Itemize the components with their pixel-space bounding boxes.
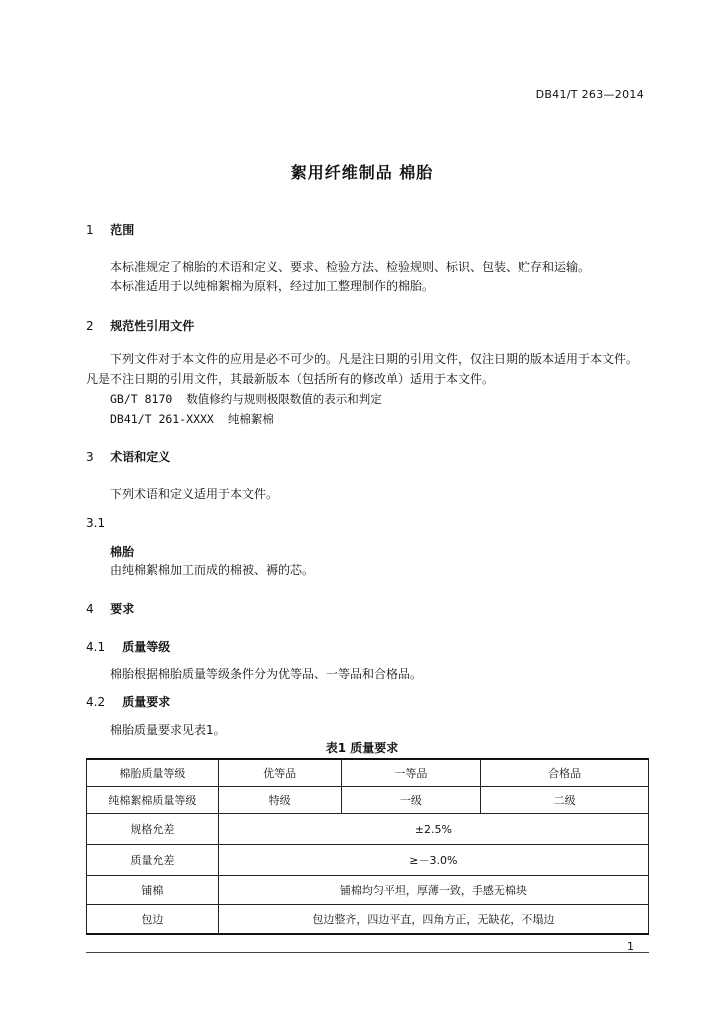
- table-row: [87, 814, 649, 845]
- page-number: 1: [627, 940, 634, 953]
- table-row: [87, 845, 649, 876]
- clause-4-2-heading: [86, 693, 170, 710]
- clause-number: 4.1: [86, 640, 106, 654]
- section-2-heading: [86, 317, 194, 334]
- reference-title: 数值修约与规则极限数值的表示和判定: [186, 392, 382, 406]
- document-code: DB41/T 263—2014: [535, 88, 644, 101]
- reference-code: GB/T 8170: [110, 392, 173, 406]
- term-definition: 由纯棉絮棉加工而成的棉被、褥的芯。: [110, 563, 315, 577]
- reference-code: DB41/T 261-XXXX: [110, 412, 214, 426]
- reference-item-1: [110, 391, 382, 407]
- table-row: [87, 905, 649, 935]
- quality-grade-paragraph: 棉胎根据棉胎质量等级条件分为优等品、一等品和合格品。: [110, 667, 423, 681]
- table-cell: 优等品: [218, 759, 341, 787]
- section-1-heading: [86, 221, 134, 238]
- section-4-heading: [86, 600, 134, 617]
- table-cell: 包边整齐，四边平直，四角方正，无缺花，不塌边: [218, 905, 648, 935]
- table-cell: 质量允差: [87, 845, 219, 876]
- term-name: 棉胎: [110, 545, 135, 559]
- clause-4-1-heading: [86, 638, 170, 655]
- table-cell: 一级: [341, 787, 481, 814]
- terms-paragraph: 下列术语和定义适用于本文件。: [110, 487, 279, 501]
- reference-item-2: [110, 411, 274, 427]
- scope-paragraph-2: 本标准适用于以纯棉絮棉为原料，经过加工整理制作的棉胎。: [110, 279, 435, 293]
- quality-requirements-table: [86, 758, 649, 935]
- section-number: 1: [86, 223, 94, 237]
- table-cell: ±2.5%: [218, 814, 648, 845]
- quality-requirement-paragraph: 棉胎质量要求见表1。: [110, 723, 226, 737]
- table-caption: 表1 质量要求: [325, 741, 399, 755]
- clause-number: 4.2: [86, 695, 106, 709]
- reference-title: 纯棉絮棉: [227, 412, 274, 426]
- section-number: 3: [86, 450, 94, 464]
- table-cell: 铺棉均匀平坦，厚薄一致，手感无棉块: [218, 876, 648, 905]
- section-title: 规范性引用文件: [110, 319, 195, 333]
- scope-paragraph-1: 本标准规定了棉胎的术语和定义、要求、检验方法、检验规则、标识、包装、贮存和运输。: [110, 260, 591, 274]
- table-header-row: [87, 759, 649, 787]
- normative-references-paragraph: 下列文件对于本文件的应用是必不可少的。凡是注日期的引用文件，仅注日期的版本适用于本文件。凡是不注日期的引用文件，其最新版本（包括所有的修改单）适用于本文件。: [86, 352, 639, 386]
- table-cell: 规格允差: [87, 814, 219, 845]
- table-row: [87, 787, 649, 814]
- table-cell: 铺棉: [87, 876, 219, 905]
- table-cell: 纯棉絮棉质量等级: [87, 787, 219, 814]
- table-cell: 二级: [481, 787, 649, 814]
- section-number: 4: [86, 602, 94, 616]
- clause-title: 质量要求: [122, 695, 171, 709]
- table-cell: 包边: [87, 905, 219, 935]
- section-title: 术语和定义: [110, 450, 171, 464]
- table-cell: 特级: [218, 787, 341, 814]
- section-number: 2: [86, 319, 94, 333]
- clause-title: 质量等级: [122, 640, 171, 654]
- document-title: 絮用纤维制品 棉胎: [290, 163, 434, 182]
- clause-3-1-number: 3.1: [86, 516, 106, 530]
- section-title: 要求: [110, 602, 135, 616]
- table-row: [87, 876, 649, 905]
- table-cell: 棉胎质量等级: [87, 759, 219, 787]
- section-title: 范围: [110, 223, 135, 237]
- table-cell: 合格品: [481, 759, 649, 787]
- section-3-heading: [86, 448, 170, 465]
- footer-divider: [86, 952, 649, 953]
- table-cell: 一等品: [341, 759, 481, 787]
- table-cell: ≥－3.0%: [218, 845, 648, 876]
